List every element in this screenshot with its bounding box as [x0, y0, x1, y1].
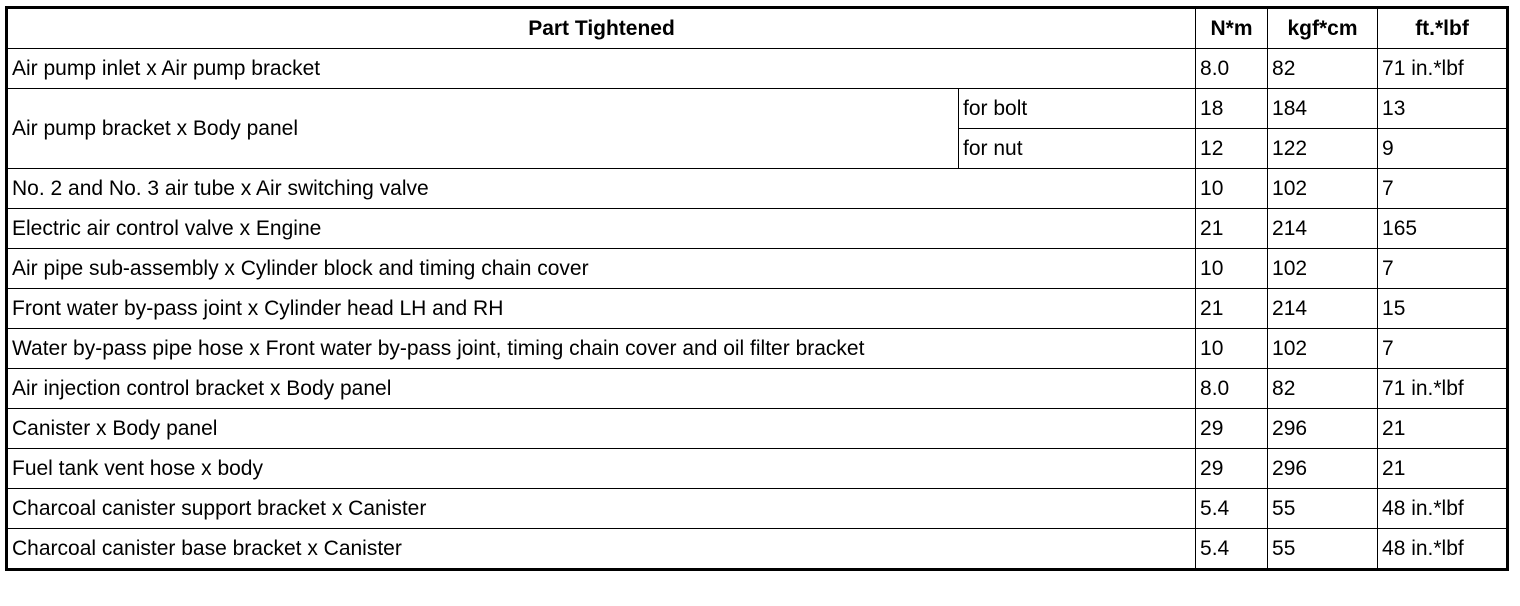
- part-cell: Air injection control bracket x Body panel: [7, 369, 1196, 409]
- header-kgfcm: kgf*cm: [1268, 8, 1378, 49]
- part-cell: Front water by-pass joint x Cylinder head LH and RH: [7, 289, 1196, 329]
- header-nm: N*m: [1196, 8, 1268, 49]
- ftlbf-cell: 21: [1378, 409, 1508, 449]
- nm-cell: 5.4: [1196, 489, 1268, 529]
- ftlbf-cell: 7: [1378, 249, 1508, 289]
- ftlbf-cell: 48 in.*lbf: [1378, 529, 1508, 570]
- ftlbf-cell: 7: [1378, 329, 1508, 369]
- ftlbf-cell: 48 in.*lbf: [1378, 489, 1508, 529]
- table-row: [7, 409, 1508, 449]
- ftlbf-cell: 21: [1378, 449, 1508, 489]
- kgfcm-cell: 102: [1268, 249, 1378, 289]
- table-row: [7, 489, 1508, 529]
- nm-cell: 8.0: [1196, 49, 1268, 89]
- kgfcm-cell: 55: [1268, 529, 1378, 570]
- ftlbf-cell: 15: [1378, 289, 1508, 329]
- table-header-row: [7, 8, 1508, 49]
- ftlbf-cell: 71 in.*lbf: [1378, 49, 1508, 89]
- nm-cell: 29: [1196, 409, 1268, 449]
- part-cell: Canister x Body panel: [7, 409, 1196, 449]
- nm-cell: 29: [1196, 449, 1268, 489]
- nm-cell: 8.0: [1196, 369, 1268, 409]
- table-row: [7, 249, 1508, 289]
- table-row: [7, 369, 1508, 409]
- kgfcm-cell: 214: [1268, 289, 1378, 329]
- kgfcm-cell: 296: [1268, 409, 1378, 449]
- ftlbf-cell: 71 in.*lbf: [1378, 369, 1508, 409]
- ftlbf-cell: 165: [1378, 209, 1508, 249]
- nm-cell: 10: [1196, 169, 1268, 209]
- kgfcm-cell: 184: [1268, 89, 1378, 129]
- nm-cell: 18: [1196, 89, 1268, 129]
- nm-cell: 21: [1196, 209, 1268, 249]
- kgfcm-cell: 55: [1268, 489, 1378, 529]
- nm-cell: 10: [1196, 249, 1268, 289]
- kgfcm-cell: 296: [1268, 449, 1378, 489]
- table-row: [7, 289, 1508, 329]
- kgfcm-cell: 102: [1268, 329, 1378, 369]
- part-cell: Air pump inlet x Air pump bracket: [7, 49, 1196, 89]
- kgfcm-cell: 122: [1268, 129, 1378, 169]
- table-row: [7, 329, 1508, 369]
- nm-cell: 12: [1196, 129, 1268, 169]
- nm-cell: 10: [1196, 329, 1268, 369]
- nm-cell: 5.4: [1196, 529, 1268, 570]
- kgfcm-cell: 102: [1268, 169, 1378, 209]
- table-row: [7, 169, 1508, 209]
- part-cell: Fuel tank vent hose x body: [7, 449, 1196, 489]
- part-cell: Water by-pass pipe hose x Front water by-pass joint, timing chain cover and oil filter bracket: [7, 329, 1196, 369]
- torque-specification-table: [5, 6, 1509, 571]
- fastener-type-cell: for nut: [959, 129, 1196, 169]
- part-cell: Charcoal canister base bracket x Canister: [7, 529, 1196, 570]
- part-cell: Charcoal canister support bracket x Canister: [7, 489, 1196, 529]
- part-cell: Air pump bracket x Body panel: [7, 89, 959, 169]
- table-row: [7, 49, 1508, 89]
- table-row: [7, 449, 1508, 489]
- ftlbf-cell: 9: [1378, 129, 1508, 169]
- part-cell: Air pipe sub-assembly x Cylinder block and timing chain cover: [7, 249, 1196, 289]
- header-part-tightened: Part Tightened: [7, 8, 1196, 49]
- part-cell: Electric air control valve x Engine: [7, 209, 1196, 249]
- kgfcm-cell: 82: [1268, 49, 1378, 89]
- ftlbf-cell: 13: [1378, 89, 1508, 129]
- table-row: [7, 529, 1508, 570]
- table-row: [7, 209, 1508, 249]
- nm-cell: 21: [1196, 289, 1268, 329]
- table-row: [7, 89, 1508, 129]
- part-cell: No. 2 and No. 3 air tube x Air switching valve: [7, 169, 1196, 209]
- kgfcm-cell: 82: [1268, 369, 1378, 409]
- ftlbf-cell: 7: [1378, 169, 1508, 209]
- fastener-type-cell: for bolt: [959, 89, 1196, 129]
- header-ftlbf: ft.*lbf: [1378, 8, 1508, 49]
- kgfcm-cell: 214: [1268, 209, 1378, 249]
